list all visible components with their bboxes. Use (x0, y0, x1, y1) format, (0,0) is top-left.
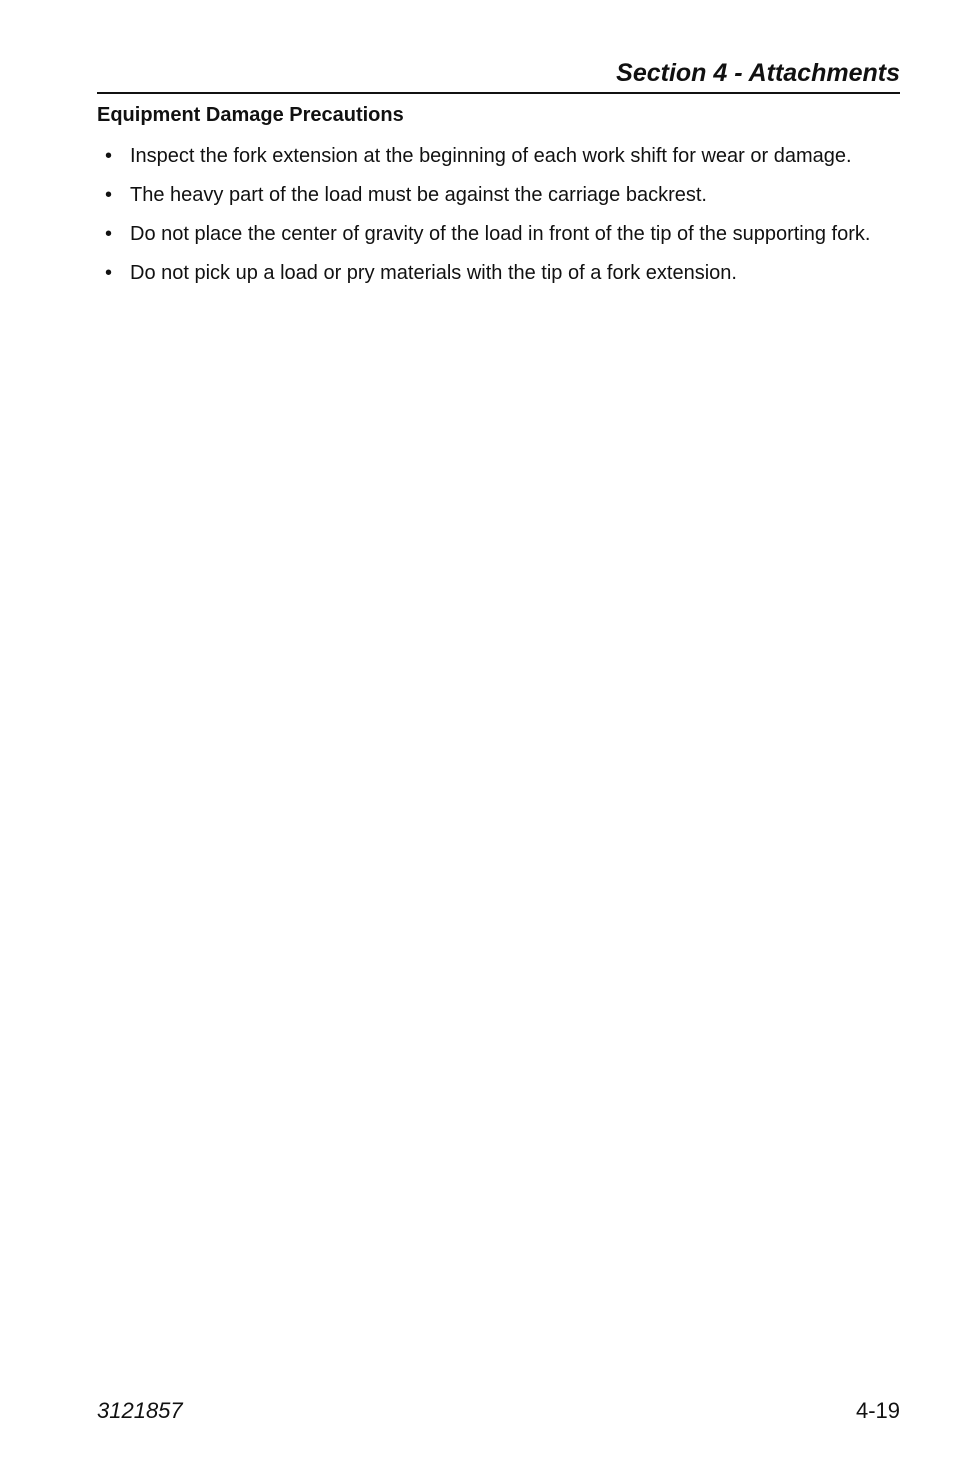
list-item (97, 260, 900, 286)
list-item-text: Do not pick up a load or pry materials with the tip of a fork extension. (130, 262, 737, 284)
page-number: 4-19 (855, 1398, 900, 1423)
section-subheading: Equipment Damage Precautions (97, 104, 404, 126)
list-item-text: Do not place the center of gravity of the load in front of the tip of the supporting fork. (130, 223, 871, 245)
page-header (97, 56, 900, 94)
list-item (97, 221, 900, 247)
document-number: 3121857 (97, 1398, 183, 1423)
bullet-icon: • (105, 184, 113, 206)
bullet-icon: • (105, 145, 113, 167)
precautions-list (97, 143, 900, 299)
list-item-text: The heavy part of the load must be against the carriage backrest. (130, 184, 707, 206)
list-item (97, 182, 900, 208)
section-title: Section 4 - Attachments (616, 59, 900, 87)
list-item-text: Inspect the fork extension at the beginning of each work shift for wear or damage. (130, 145, 852, 167)
bullet-icon: • (105, 262, 113, 284)
list-item (97, 143, 900, 169)
bullet-icon: • (105, 223, 113, 245)
